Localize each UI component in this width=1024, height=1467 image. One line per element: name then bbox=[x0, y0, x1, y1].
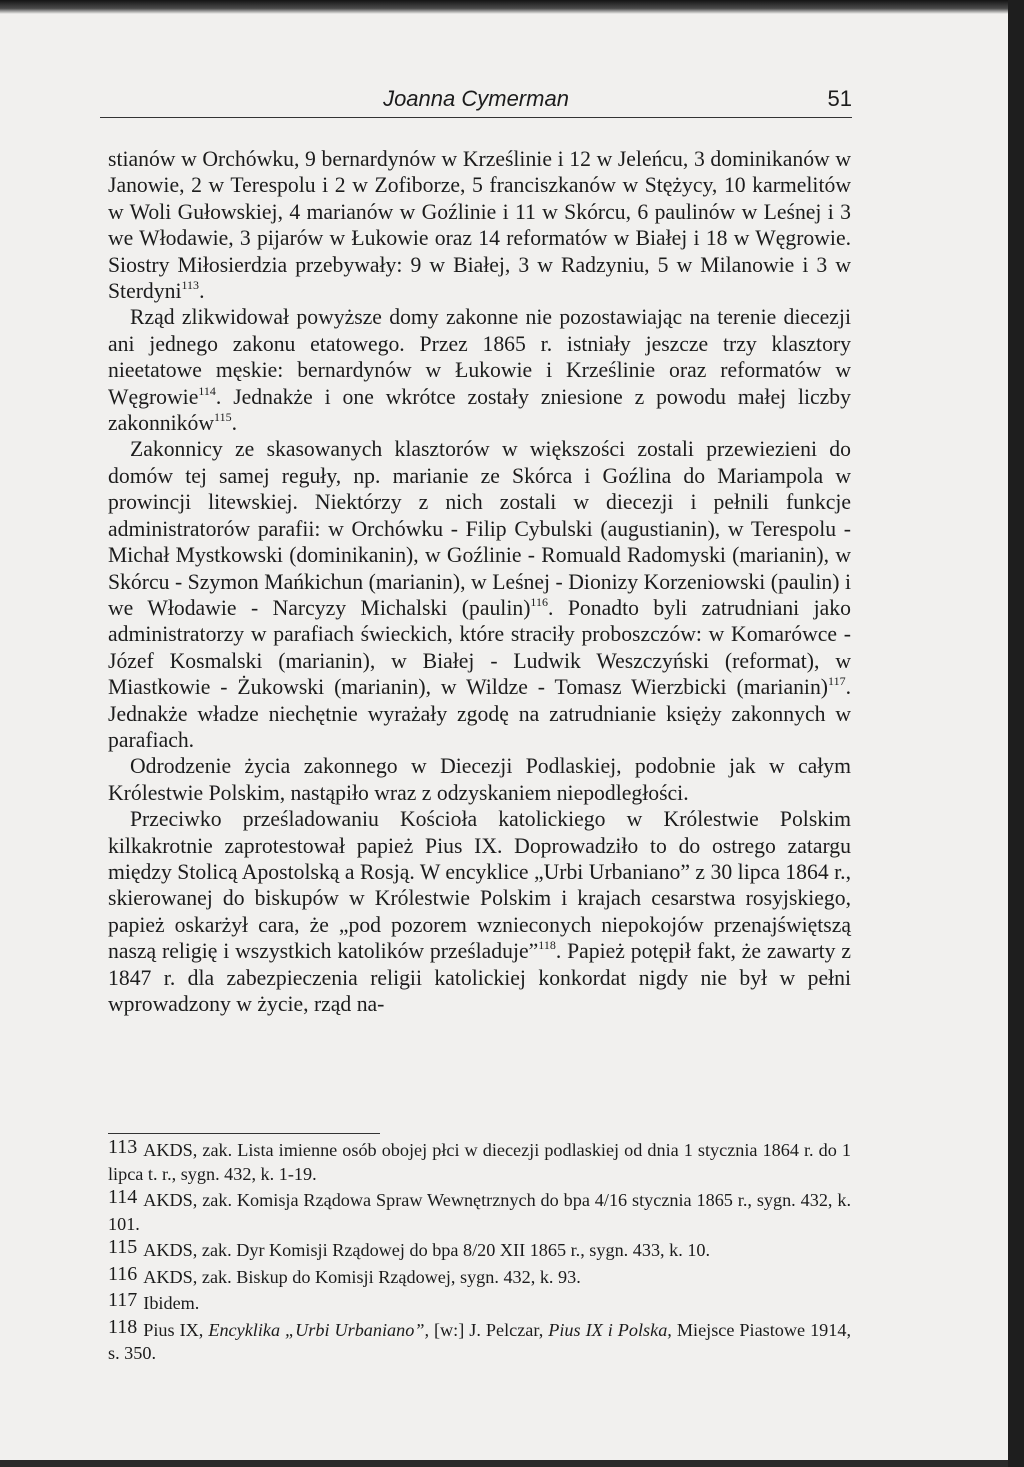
scan-right-edge bbox=[1008, 0, 1024, 1467]
paragraph: stianów w Orchówku, 9 bernardynów w Krześlinie i 12 w Jeleńcu, 3 dominikanów w Janowie, 2 w Terespolu i 2 w Zofiborze, 5 franciszkanów w Stężycy, 10 karmelitów w Woli Gułowskiej, 4 marianów w Goźlinie i 11 w Skórcu, 6 paulinów w Leśnej i 3 we Włodawie, 3 pijarów w Łukowie oraz 14 reformatów w Białej i 18 w Węgrowie. Siostry Miłosierdzia przebywały: 9 w Białej, 3 w Radzyniu, 5 w Milanowie i 3 w Sterdyni$^{113}$. bbox=[108, 147, 851, 304]
running-header bbox=[100, 82, 852, 116]
body-text bbox=[108, 146, 851, 1017]
footnote: 115 AKDS, zak. Dyr Komisji Rządowej do bpa 8/20 XII 1865 r., sygn. 433, k. 10. bbox=[108, 1236, 711, 1260]
paragraph: Rząd zlikwidował powyższe domy zakonne nie pozostawiając na terenie diecezji ani jednego zakonu etatowego. Przez 1865 r. istniały jeszcze trzy klasztory nieetatowe męskie: bernardynów w Łukowie i Krześlinie oraz reformatów w Węgrowie$^{114}$. Jednakże i one wkrótce zostały zniesione z powodu małej liczby zakonników$^{115}$. bbox=[108, 305, 851, 436]
footnote-number: 113 bbox=[108, 1136, 138, 1158]
footnote: 118 Pius IX, Encyklika „Urbi Urbaniano”, [w:] J. Pelczar, Pius IX i Polska, Miejsce Piastowe 1914, s. 350. bbox=[108, 1315, 851, 1363]
footnote-number: 114 bbox=[108, 1186, 138, 1208]
footnote: 117 Ibidem. bbox=[108, 1289, 200, 1313]
footnote-number: 116 bbox=[108, 1262, 138, 1285]
footnote-number: 115 bbox=[108, 1236, 138, 1258]
footnote-number: 117 bbox=[108, 1289, 138, 1311]
footnote-ref-116: 116 bbox=[530, 594, 548, 609]
footnote-ref-115: 115 bbox=[214, 410, 232, 425]
scan-top-edge bbox=[0, 0, 1024, 14]
running-header-author: Joanna Cymerman bbox=[383, 86, 569, 111]
footnote-rule bbox=[108, 1133, 380, 1134]
footnote-ref-117: 117 bbox=[828, 674, 846, 689]
footnote-ref-118: 118 bbox=[538, 938, 556, 953]
paragraph: Zakonnicy ze skasowanych klasztorów w większości zostali przewiezieni do domów tej samej reguły, np. marianie ze Skórca i Goźlina do Mariampola w prowincji litewskiej. Niektórzy z nich zostali w diecezji i pełnili funkcje administratorów parafii: w Orchówku - Filip Cybulski (augustianin), w Terespolu - Michał Mystkowski (dominikanin), w Goźlinie - Romuald Radomyski (marianin), w Skórcu - Szymon Mańkichun (marianin), w Leśnej - Dionizy Korzeniowski (paulin) i we Włodawie - Narcyzy Michalski (paulin)$^{116}$. Ponadto byli zatrudniani jako administratorzy w parafiach świeckich, które straciły proboszczów: w Komarówce - Józef Kosmalski (marianin), w Białej - Ludwik Weszczyński (reformat), w Miastkowie - Żukowski (marianin), w Wildze - Tomasz Wierzbicki (marianin)$^{117}$. Jednakże władze niechętnie wyrażały zgodę na zatrudnianie księży zakonnych w parafiach. bbox=[108, 437, 851, 752]
footnote: 113 AKDS, zak. Lista imienne osób obojej płci w diecezji podlaskiej od dnia 1 stycznia 1864 r. do 1 lipca t. r., sygn. 432, k. 1-19. bbox=[108, 1136, 851, 1184]
header-rule bbox=[100, 117, 852, 118]
footnote-ref-113: 113 bbox=[181, 278, 200, 293]
footnotes bbox=[108, 1136, 851, 1366]
footnote: 116 AKDS, zak. Biskup do Komisji Rządowej, sygn. 432, k. 93. bbox=[108, 1262, 581, 1287]
footnote: 114 AKDS, zak. Komisja Rządowa Spraw Wewnętrznych do bpa 4/16 stycznia 1865 r., sygn. 432, k. 101. bbox=[108, 1186, 851, 1234]
page-number: 51 bbox=[827, 86, 852, 111]
footnote-number: 118 bbox=[108, 1315, 138, 1338]
paragraph: Odrodzenie życia zakonnego w Diecezji Podlaskiej, podobnie jak w całym Królestwie Polskim, nastąpiło wraz z odzyskaniem niepodległości. bbox=[108, 754, 851, 805]
footnote-ref-114: 114 bbox=[198, 383, 216, 398]
paragraph: Przeciwko prześladowaniu Kościoła katolickiego w Królestwie Polskim kilkakrotnie zaprotestował papież Pius IX. Doprowadziło to do ostrego zatargu między Stolicą Apostolską a Rosją. W encyklice „Urbi Urbaniano” z 30 lipca 1864 r., skierowanej do biskupów w Królestwie Polskim i krajach cesarstwa rosyjskiego, papież oskarżył cara, że „pod pozorem wznieconych niepokojów przenajświętszą naszą religię i wszystkich katolików prześladuje”$^{118}$. Papież potępił fakt, że zawarty z 1847 r. dla zabezpieczenia religii katolickiej konkordat nigdy nie był w pełni wprowadzony w życie, rząd na- bbox=[108, 807, 851, 1016]
